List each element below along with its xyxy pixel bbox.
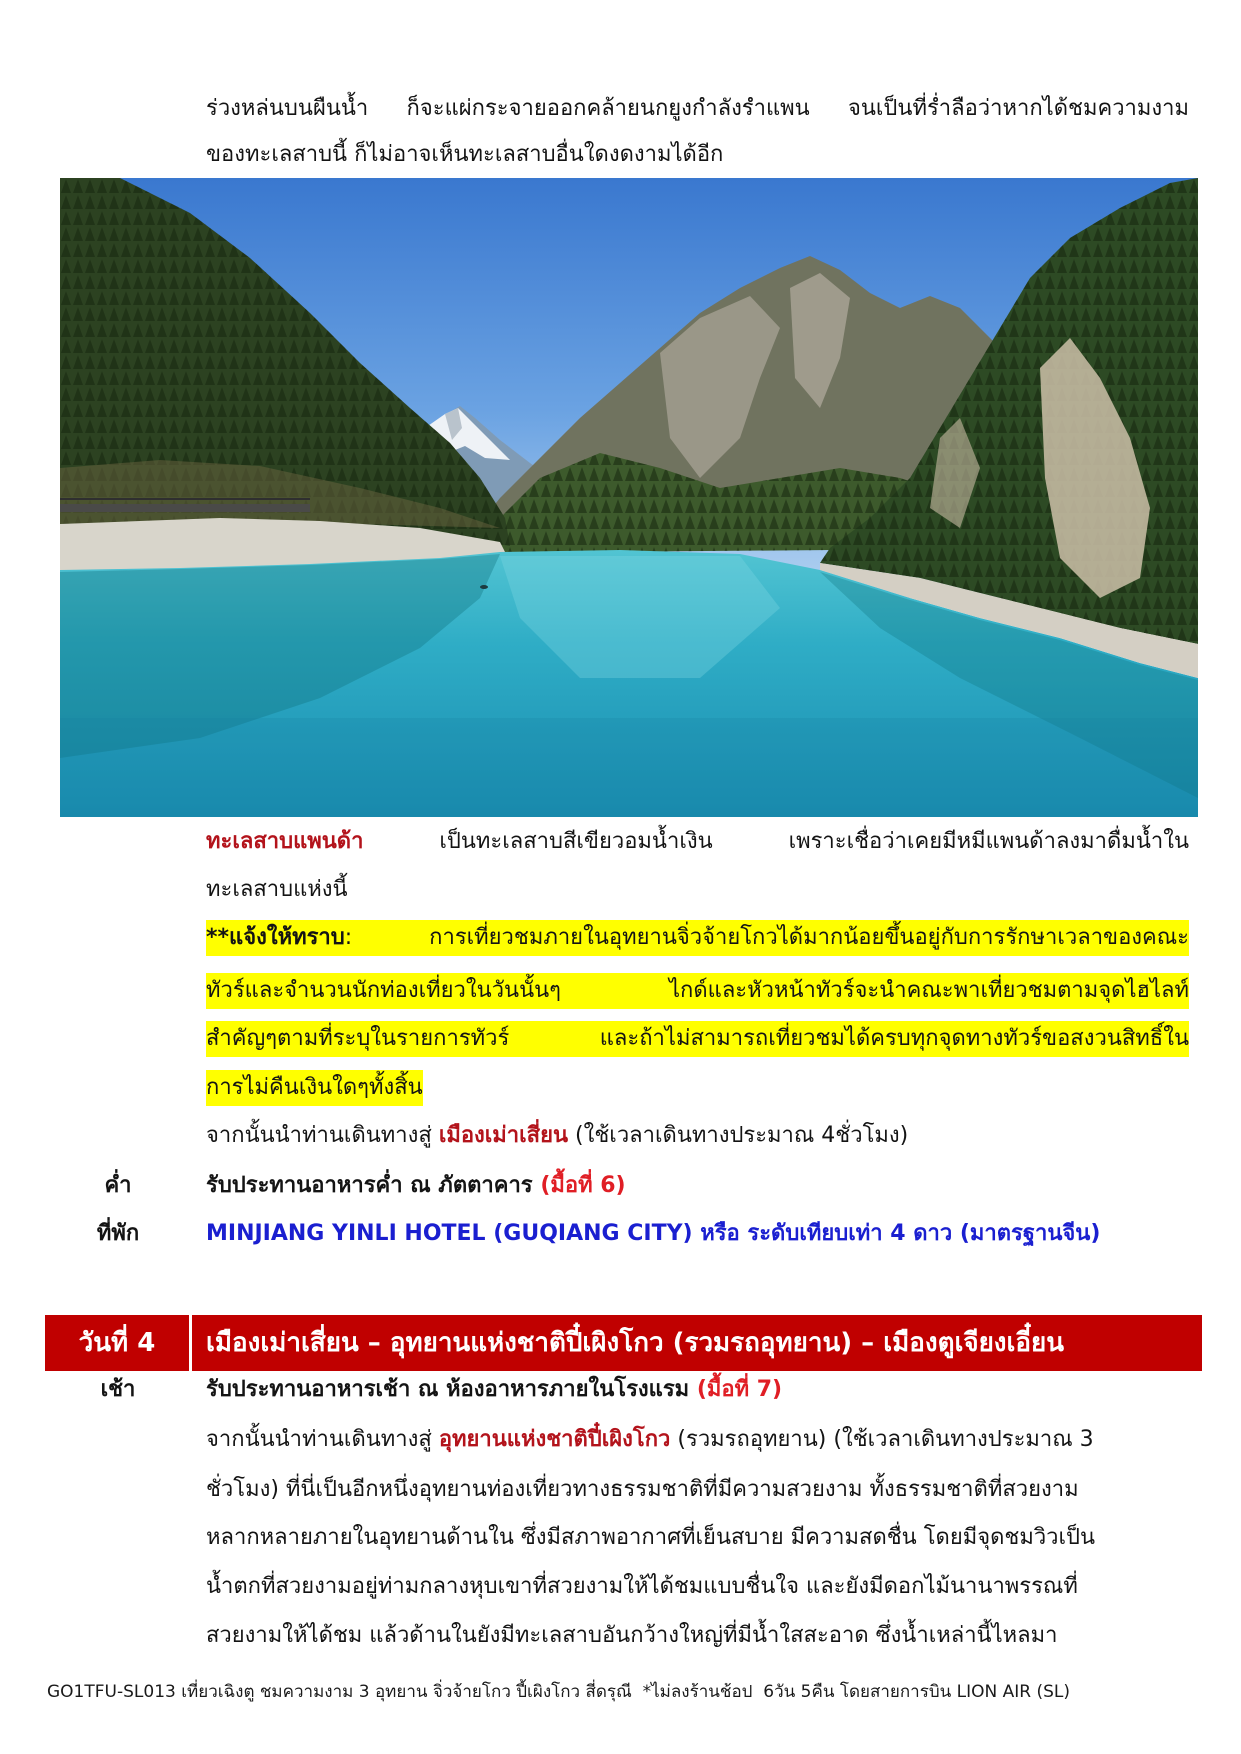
transfer-place: เมืองเม่าเสี่ยน bbox=[438, 1123, 569, 1148]
day-title-cell: เมืองเม่าเสี่ยน – อุทยานแห่งชาติปี๋เผิงโกว (รวมรถอุทยาน) – เมืองตูเจียงเอี๋ยน bbox=[192, 1315, 1202, 1371]
page-footer: GO1TFU-SL013 เที่ยวเฉิงตู ชมความงาม 3 อุทยาน จิ่วจ้ายโกว ปี้เผิงโกว สี่ดรุณี *ไม่ลงร้านช้อป 6วัน 5คืน โดยสายการบิน LION AIR (SL) bbox=[47, 1682, 1071, 1702]
notice-line-2 bbox=[206, 973, 1189, 1009]
day4-para-line-4: น้ำตกที่สวยงามอยู่ท่ามกลางหุบเขาที่สวยงามให้ได้ชมแบบชื่นใจ และยังมีดอกไม้นานาพรรณที่ bbox=[206, 1574, 1078, 1599]
dinner-text: รับประทานอาหารค่ำ ณ ภัตตาคาร bbox=[206, 1173, 533, 1198]
day4-para-suffix: (รวมรถอุทยาน) (ใช้เวลาเดินทางประมาณ 3 bbox=[677, 1427, 1094, 1452]
notice-line-1-text: การเที่ยวชมภายในอุทยานจิ่วจ้ายโกวได้มากน้อยขึ้นอยู่กับการรักษาเวลาของคณะ bbox=[429, 925, 1189, 950]
hotel-name: MINJIANG YINLI HOTEL (GUQIANG CITY) หรือ ระดับเทียบเท่า 4 ดาว (มาตรฐานจีน) bbox=[206, 1221, 1101, 1246]
dinner-line bbox=[206, 1162, 626, 1210]
notice-label: **แจ้งให้ทราบ bbox=[206, 925, 345, 950]
panda-line-2: ทะเลสาบแห่งนี้ bbox=[206, 877, 348, 902]
day4-para-prefix: จากนั้นนำท่านเดินทางสู่ bbox=[206, 1427, 432, 1452]
lake-depth bbox=[60, 718, 1198, 817]
breakfast-text: รับประทานอาหารเช้า ณ ห้องอาหารภายในโรงแรม bbox=[206, 1377, 690, 1402]
intro-line-1-part-3: จนเป็นที่ร่ำลือว่าหากได้ชมความงาม bbox=[847, 96, 1189, 121]
intro-line-1 bbox=[206, 85, 1189, 133]
transfer-line bbox=[206, 1112, 908, 1160]
day4-para-line-1 bbox=[206, 1416, 1094, 1464]
notice-line-2-part-2: ไกด์และหัวหน้าทัวร์จะนำคณะพาเที่ยวชมตามจุดไฮไลท์ bbox=[668, 978, 1189, 1003]
panda-line-1-part-2: เพราะเชื่อว่าเคยมีหมีแพนด้าลงมาดื่มน้ำใน bbox=[788, 829, 1189, 854]
notice-line-2-part-1: ทัวร์และจำนวนนักท่องเที่ยวในวันนั้นๆ bbox=[206, 978, 561, 1003]
day4-para-line-2: ชั่วโมง) ที่นี่เป็นอีกหนึ่งอุทยานท่องเที่ยวทางธรรมชาติที่มีความสวยงาม ทั้งธรรมชาติที่สวยงาม bbox=[206, 1477, 1079, 1502]
transfer-prefix: จากนั้นนำท่านเดินทางสู่ bbox=[206, 1123, 432, 1148]
intro-line-1-part-1: ร่วงหล่นบนผืนน้ำ bbox=[206, 96, 369, 121]
notice-line-4-row bbox=[206, 1070, 423, 1106]
panda-line-1-part-1: เป็นทะเลสาบสีเขียวอมน้ำเงิน bbox=[439, 829, 713, 854]
dinner-label: ค่ำ bbox=[104, 1173, 132, 1198]
water-speck bbox=[480, 585, 488, 589]
intro-line-2: ของทะเลสาบนี้ ก็ไม่อาจเห็นทะเลสาบอื่นใดงดงามได้อีก bbox=[206, 142, 724, 167]
notice-line-4: การไม่คืนเงินใดๆทั้งสิ้น bbox=[206, 1070, 423, 1106]
lake-photo bbox=[60, 178, 1198, 817]
notice-colon: : bbox=[344, 925, 353, 950]
breakfast-label: เช้า bbox=[100, 1377, 136, 1402]
notice-line-3-part-2: และถ้าไม่สามารถเที่ยวชมได้ครบทุกจุดทางทัวร์ขอสงวนสิทธิ์ใน bbox=[599, 1026, 1189, 1051]
hotel-label: ที่พัก bbox=[96, 1221, 140, 1246]
intro-line-1-part-2: ก็จะแผ่กระจายออกคล้ายนกยูงกำลังรำแพน bbox=[406, 96, 810, 121]
panda-lake-title: ทะเลสาบแพนด้า bbox=[206, 829, 364, 854]
lake-photo-scene bbox=[60, 178, 1198, 817]
notice-line-3-part-1: สำคัญๆตามที่ระบุในรายการทัวร์ bbox=[206, 1026, 510, 1051]
panda-line-1 bbox=[206, 818, 1189, 866]
day4-para-line-3: หลากหลายภายในอุทยานด้านใน ซึ่งมีสภาพอากาศที่เย็นสบาย มีความสดชื่น โดยมีจุดชมวิวเป็น bbox=[206, 1525, 1096, 1550]
dinner-meal-number: (มื้อที่ 6) bbox=[540, 1173, 626, 1198]
notice-line-3 bbox=[206, 1021, 1189, 1057]
breakfast-line bbox=[206, 1368, 782, 1412]
day-number-cell: วันที่ 4 bbox=[45, 1315, 189, 1371]
boardwalk bbox=[60, 504, 310, 512]
transfer-suffix: (ใช้เวลาเดินทางประมาณ 4ชั่วโมง) bbox=[575, 1123, 909, 1148]
notice-line-1 bbox=[206, 920, 1189, 956]
breakfast-meal-number: (มื้อที่ 7) bbox=[696, 1377, 783, 1402]
day4-para-line-5: สวยงามให้ได้ชม แล้วด้านในยังมีทะเลสาบอันกว้างใหญ่ที่มีน้ำใสสะอาด ซึ่งน้ำเหล่านี้ไหลมา bbox=[206, 1623, 1058, 1648]
day4-para-place: อุทยานแห่งชาติปี๋เผิงโกว bbox=[438, 1427, 671, 1452]
boardwalk-rail bbox=[60, 498, 310, 500]
notice-label-group bbox=[206, 920, 352, 956]
